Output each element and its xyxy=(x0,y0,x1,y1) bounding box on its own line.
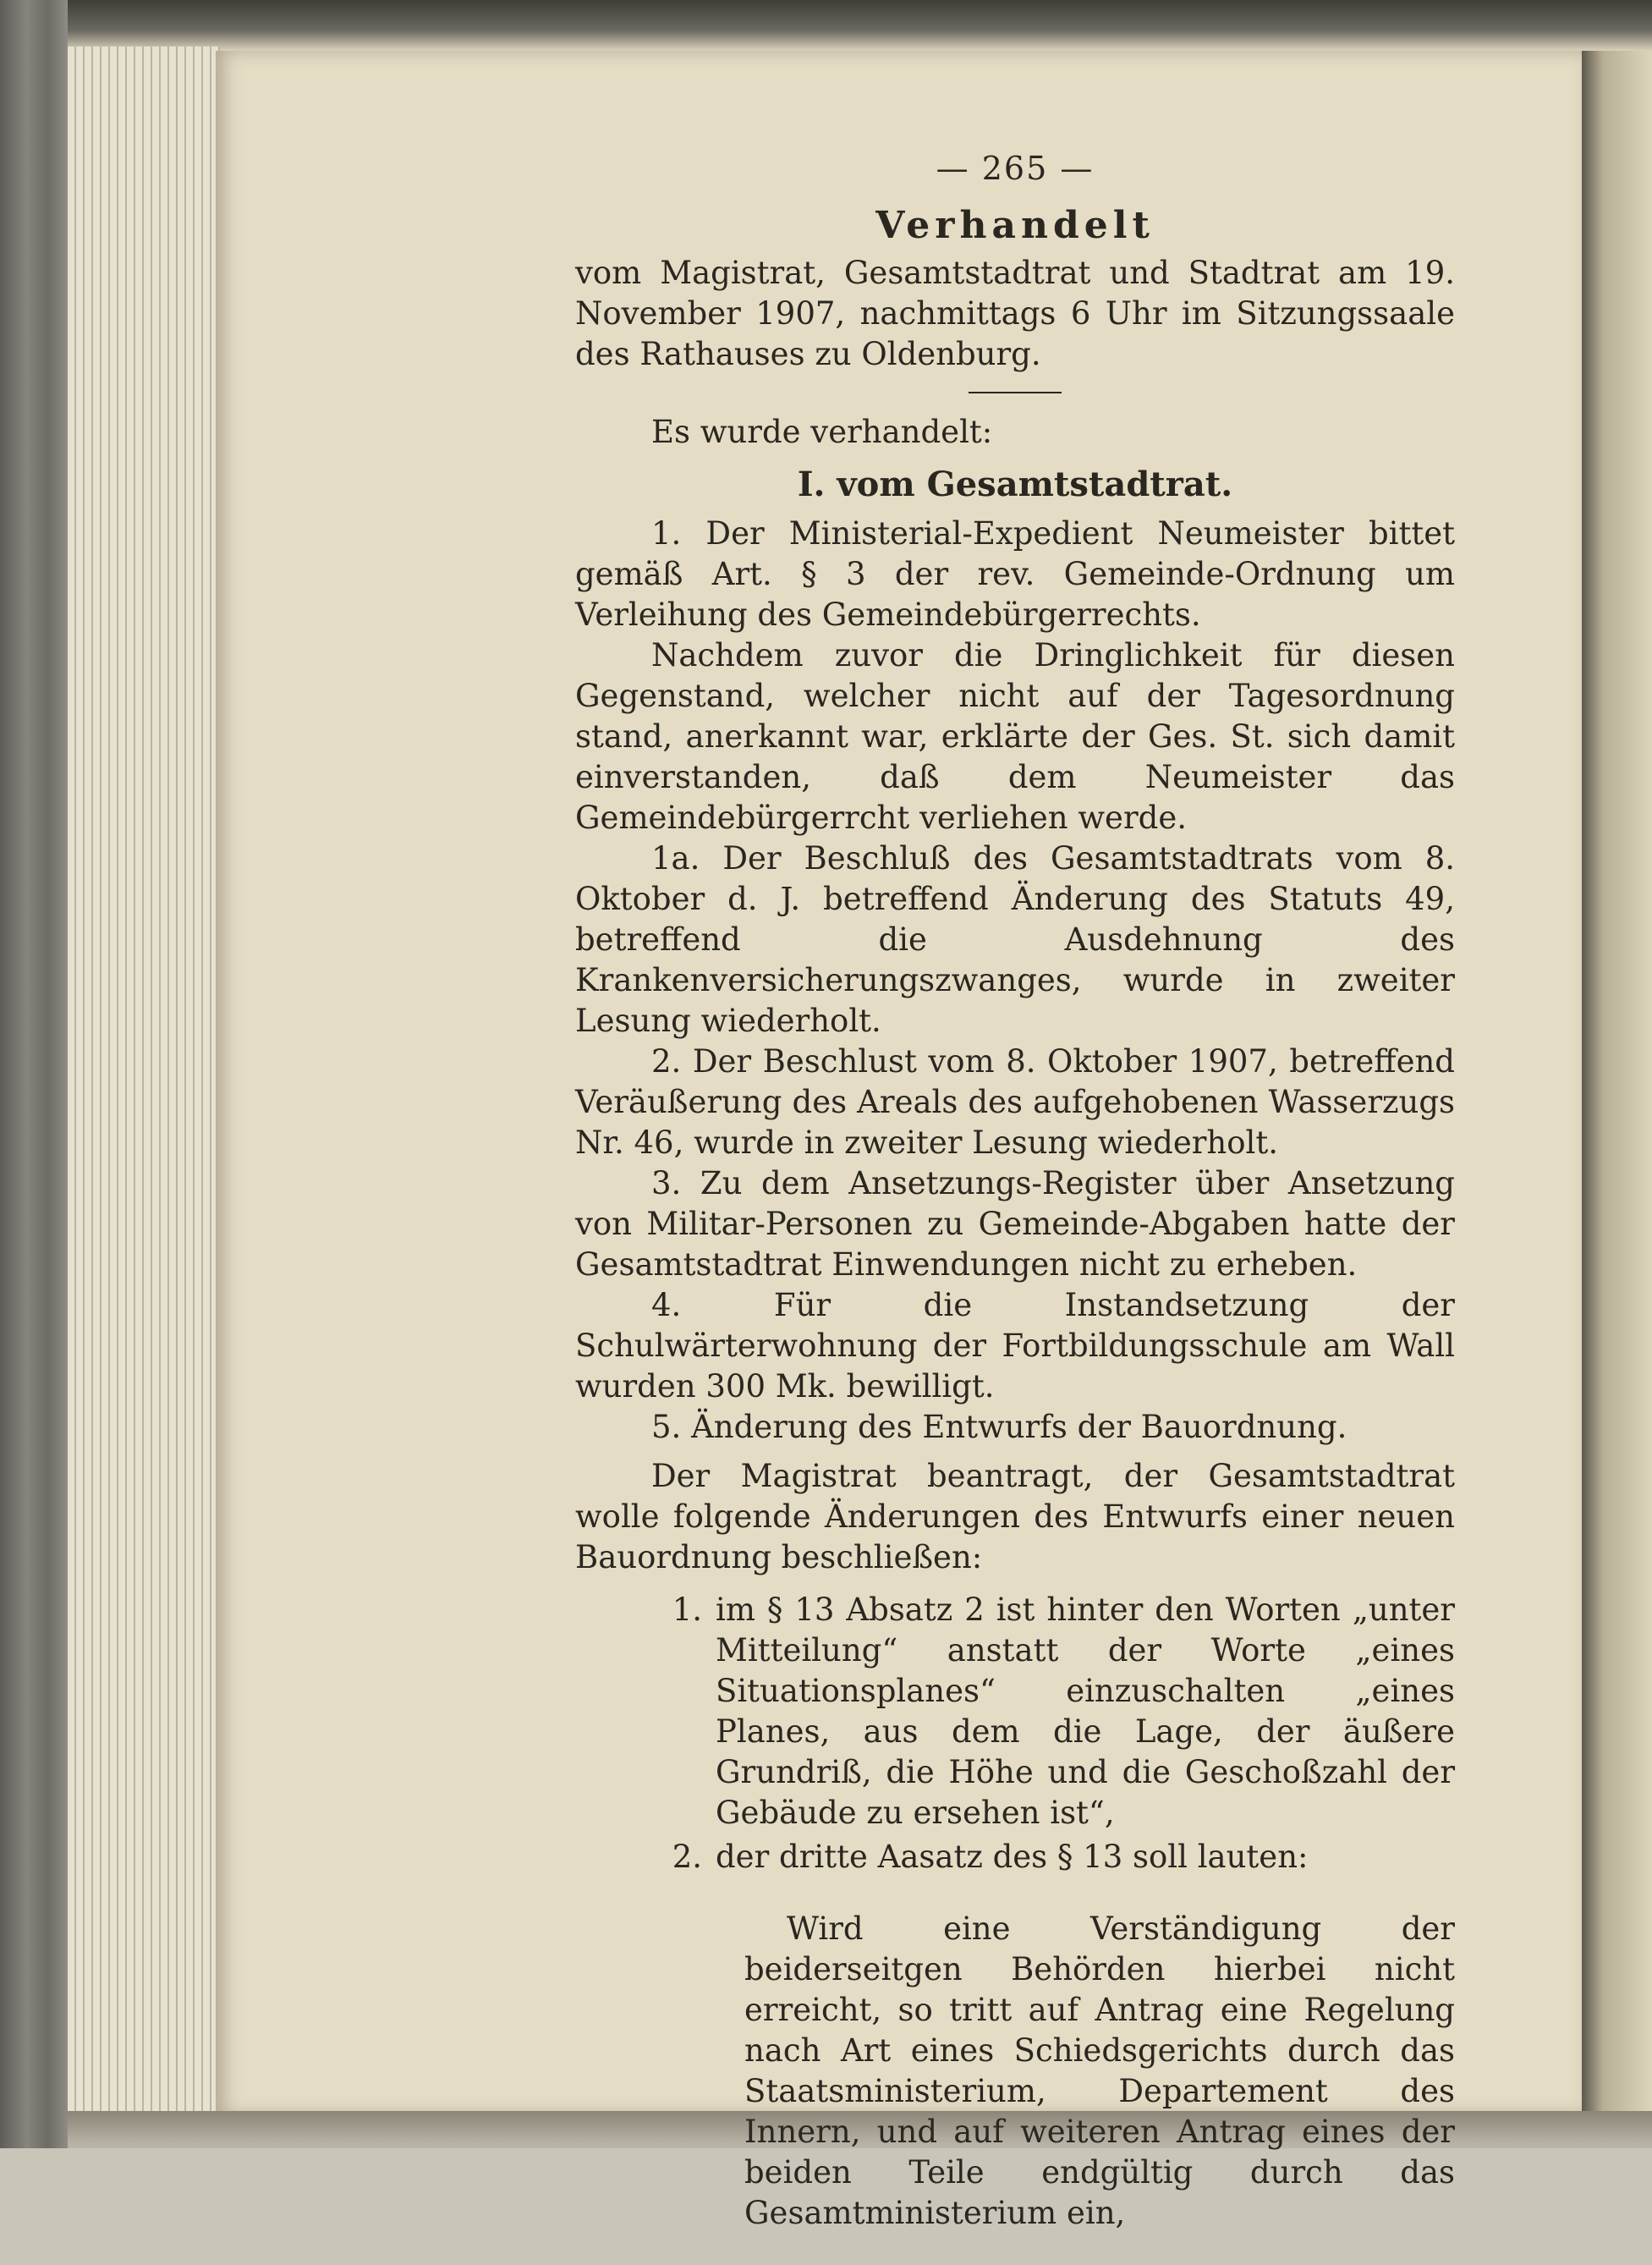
list-item-number: 2. xyxy=(672,1839,702,1875)
paragraph: 5. Änderung des Entwurfs der Bauordnung. xyxy=(651,1409,1347,1445)
paragraph: 1a. Der Beschluß des Gesamtstadtrats vom 8. Oktober d. J. betreffend Änderung des Statuts 49, betreffend die Ausdehnung des Krankenversicherungszwanges, wurde in zweiter Lesung wiederholt. xyxy=(575,840,1455,1039)
paragraph: Nachdem zuvor die Dringlichkeit für diesen Gegenstand, welcher nicht auf der Tagesordnung stand, anerkannt war, erklärte der Ges. St. sich damit einverstanden, daß dem Neumeister das Gemeindebürgerrcht verliehen werde. xyxy=(575,637,1455,836)
list-item-text: der dritte Aasatz des § 13 soll lauten: xyxy=(716,1839,1309,1875)
book-top-edge xyxy=(68,0,1652,51)
paragraph: 4. Für die Instandsetzung der Schulwärterwohnung der Fortbildungsschule am Wall wurden 300 Mk. bewilligt. xyxy=(575,1287,1455,1405)
list-item-text: im § 13 Absatz 2 ist hinter den Worten „unter Mitteilung“ anstatt der Worte „eines Situationsplanes“ einzuschalten „eines Planes, aus dem die Lage, der äußere Grundriß, die Höhe und die Geschoßzahl der Gebäude zu ersehen ist“, xyxy=(716,1592,1455,1831)
paragraph: 1. Der Ministerial-Expedient Neumeister bittet gemäß Art. § 3 der rev. Gemeinde-Ordnung um Verleihung des Gemeindebürgerrechts. xyxy=(575,515,1455,633)
document-heading: Verhandelt xyxy=(875,204,1155,247)
separator-rule xyxy=(969,392,1062,393)
es-wurde-line: Es wurde verhandelt: xyxy=(651,414,993,450)
quoted-paragraph: Wird eine Verständigung der beiderseitgen Behörden hierbei nicht erreicht, so tritt auf Antrag eine Regelung nach Art eines Schiedsgerichts durch das Staatsministerium, Departement des Innern, und auf weiteren Antrag eines der beiden Teile endgültig durch das Gesamtministerium ein, xyxy=(744,1910,1455,2231)
list-item-number: 1. xyxy=(672,1592,702,1628)
page-text xyxy=(575,148,1455,2265)
section-title: I. vom Gesamtstadtrat. xyxy=(797,465,1233,504)
facing-page-edge xyxy=(1582,51,1652,2115)
page-stack-edges xyxy=(68,47,220,2111)
book-binding xyxy=(0,0,68,2148)
paragraph: 3. Zu dem Ansetzungs-Register über Ansetzung von Militar-Personen zu Gemeinde-Abgaben hatte der Gesamtstadtrat Einwendungen nicht zu erheben. xyxy=(575,1165,1455,1283)
list-item xyxy=(575,1837,1455,1877)
page-number: — 265 — xyxy=(936,150,1095,187)
paragraph: 2. Der Beschlust vom 8. Oktober 1907, betreffend Veräußerung des Areals des aufgehobenen Wasserzugs Nr. 46, wurde in zweiter Lesung wiederholt. xyxy=(575,1043,1455,1161)
paragraph: Der Magistrat beantragt, der Gesamtstadtrat wolle folgende Änderungen des Entwurfs einer neuen Bauordnung beschließen: xyxy=(575,1458,1455,1575)
intro-paragraph: vom Magistrat, Gesamtstadtrat und Stadtrat am 19. November 1907, nachmittags 6 Uhr im Sitzungssaale des Rathauses zu Oldenburg. xyxy=(575,255,1455,372)
list-item xyxy=(575,1590,1455,1833)
